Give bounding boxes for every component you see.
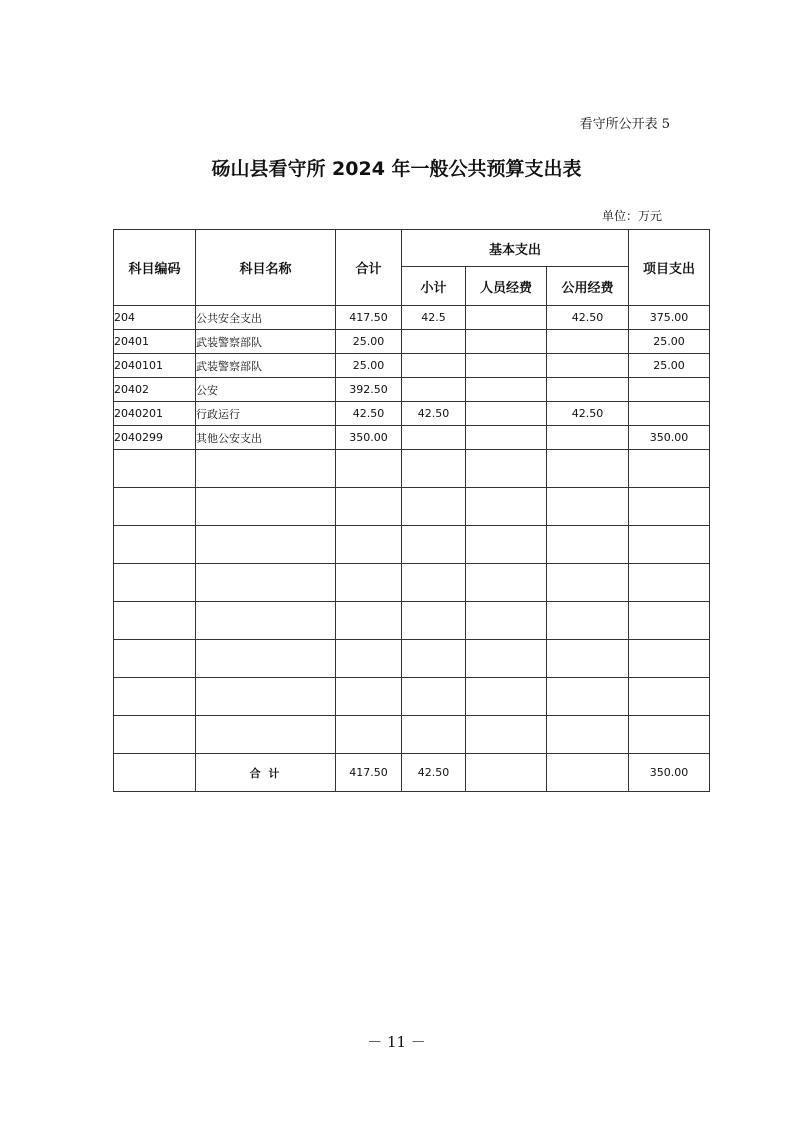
cell-total: 25.00 [336,330,402,354]
total-cell-project: 350.00 [629,754,710,792]
cell-total: 42.50 [336,402,402,426]
cell-personnel [466,354,547,378]
cell-total: 350.00 [336,426,402,450]
total-cell-subtotal: 42.50 [402,754,466,792]
cell-subtotal [402,330,466,354]
header-row [114,230,710,267]
header-total: 合计 [336,230,402,306]
cell-project: 25.00 [629,330,710,354]
cell-code: 204 [114,306,196,330]
header-basic: 基本支出 [402,230,629,267]
cell-public [547,330,629,354]
empty-row [114,602,710,640]
cell-name: 公共安全支出 [196,306,336,330]
page-number: － 11 － [367,1033,426,1051]
cell-personnel [466,306,547,330]
cell-subtotal: 42.50 [402,402,466,426]
header-project: 项目支出 [629,230,710,306]
cell-public [547,378,629,402]
cell-name: 行政运行 [196,402,336,426]
header-code: 科目编码 [114,230,196,306]
cell-name: 武装警察部队 [196,330,336,354]
total-label: 合 计 [196,754,336,792]
page-label: 看守所公开表 5 [579,117,670,132]
cell-project [629,402,710,426]
cell-total: 392.50 [336,378,402,402]
empty-row [114,678,710,716]
empty-row [114,640,710,678]
unit-label: 单位：万元 [601,209,662,223]
total-cell-personnel [466,754,547,792]
cell-project: 375.00 [629,306,710,330]
cell-public [547,354,629,378]
cell-personnel [466,402,547,426]
total-code-cell [114,754,196,792]
empty-row [114,564,710,602]
cell-name: 其他公安支出 [196,426,336,450]
cell-total: 25.00 [336,354,402,378]
total-row [114,754,710,792]
cell-subtotal [402,378,466,402]
cell-name: 公安 [196,378,336,402]
cell-personnel [466,426,547,450]
total-cell-total: 417.50 [336,754,402,792]
empty-row [114,716,710,754]
cell-name: 武装警察部队 [196,354,336,378]
cell-public [547,426,629,450]
table-row [114,402,710,426]
cell-personnel [466,378,547,402]
cell-subtotal: 42.5 [402,306,466,330]
cell-project [629,378,710,402]
budget-table [113,229,710,792]
cell-public: 42.50 [547,306,629,330]
cell-subtotal [402,354,466,378]
document-title: 砀山县看守所 2024 年一般公共预算支出表 [211,158,582,180]
cell-code: 2040101 [114,354,196,378]
empty-row [114,526,710,564]
cell-public: 42.50 [547,402,629,426]
table-row [114,330,710,354]
header-personnel: 人员经费 [466,267,547,306]
table-row [114,354,710,378]
total-cell-public [547,754,629,792]
empty-row [114,450,710,488]
header-public: 公用经费 [547,267,629,306]
cell-code: 20402 [114,378,196,402]
table-row [114,378,710,402]
cell-code: 2040299 [114,426,196,450]
cell-code: 20401 [114,330,196,354]
table-row [114,306,710,330]
header-name: 科目名称 [196,230,336,306]
cell-code: 2040201 [114,402,196,426]
cell-personnel [466,330,547,354]
table-row [114,426,710,450]
cell-total: 417.50 [336,306,402,330]
cell-project: 350.00 [629,426,710,450]
empty-row [114,488,710,526]
cell-project: 25.00 [629,354,710,378]
cell-subtotal [402,426,466,450]
header-subtotal: 小计 [402,267,466,306]
